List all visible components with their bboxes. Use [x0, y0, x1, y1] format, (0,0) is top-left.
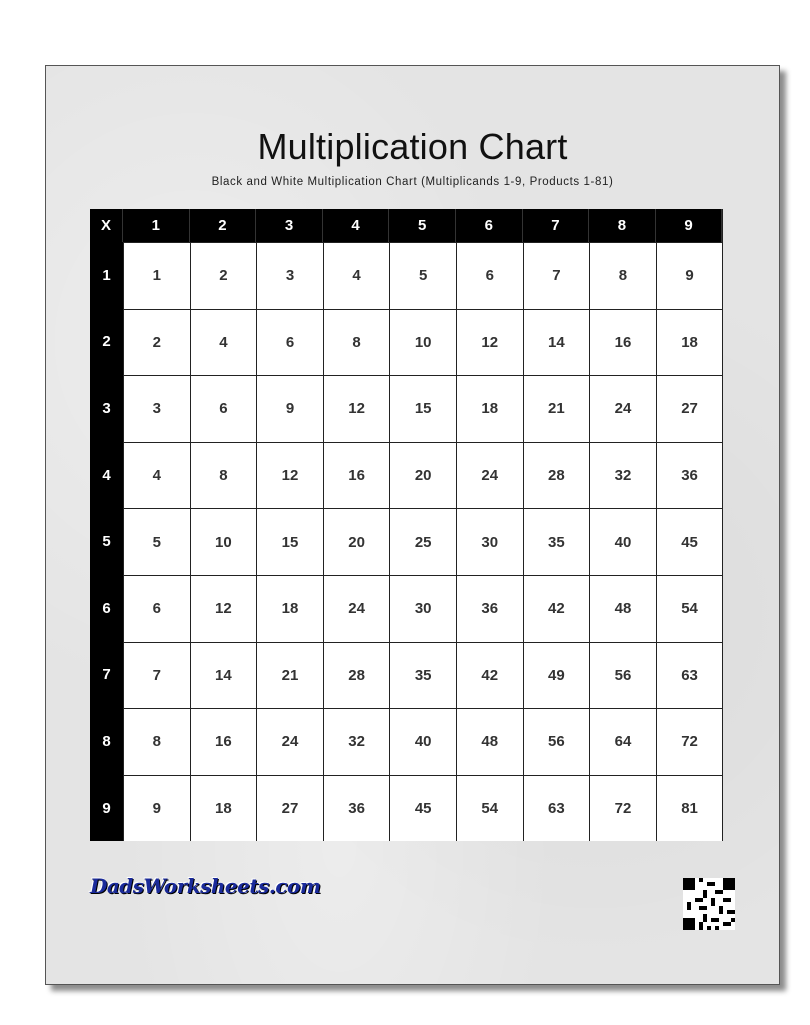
- product-cell: 24: [323, 575, 390, 642]
- product-cell: 2: [190, 242, 257, 309]
- product-cell: 56: [523, 708, 590, 775]
- product-cell: 36: [323, 775, 390, 842]
- product-cell: 25: [389, 508, 456, 575]
- product-cell: 21: [523, 375, 590, 442]
- row-header: 1: [90, 242, 123, 309]
- product-cell: 9: [656, 242, 723, 309]
- page-title: Multiplication Chart: [257, 126, 568, 167]
- product-cell: 2: [123, 309, 190, 376]
- product-cell: 27: [656, 375, 723, 442]
- product-cell: 30: [456, 508, 523, 575]
- row-header: 8: [90, 708, 123, 775]
- column-header: 5: [389, 209, 456, 242]
- column-header: 9: [656, 209, 723, 242]
- corner-header: X: [90, 209, 123, 242]
- product-cell: 9: [256, 375, 323, 442]
- product-cell: 49: [523, 642, 590, 709]
- product-cell: 18: [256, 575, 323, 642]
- product-cell: 81: [656, 775, 723, 842]
- product-cell: 42: [456, 642, 523, 709]
- product-cell: 20: [389, 442, 456, 509]
- column-header: 1: [123, 209, 190, 242]
- product-cell: 5: [389, 242, 456, 309]
- row-header: 9: [90, 775, 123, 842]
- product-cell: 8: [323, 309, 390, 376]
- product-cell: 9: [123, 775, 190, 842]
- product-cell: 3: [123, 375, 190, 442]
- product-cell: 18: [656, 309, 723, 376]
- product-cell: 12: [323, 375, 390, 442]
- product-cell: 24: [456, 442, 523, 509]
- qr-code-icon: [683, 878, 735, 930]
- product-cell: 42: [523, 575, 590, 642]
- product-cell: 3: [256, 242, 323, 309]
- product-cell: 8: [123, 708, 190, 775]
- row-header: 2: [90, 309, 123, 376]
- product-cell: 16: [323, 442, 390, 509]
- product-cell: 6: [123, 575, 190, 642]
- product-cell: 32: [323, 708, 390, 775]
- product-cell: 48: [589, 575, 656, 642]
- multiplication-table: [90, 209, 723, 841]
- product-cell: 21: [256, 642, 323, 709]
- worksheet-page: [45, 65, 780, 985]
- product-cell: 8: [190, 442, 257, 509]
- row-header: 7: [90, 642, 123, 709]
- product-cell: 72: [656, 708, 723, 775]
- product-cell: 6: [456, 242, 523, 309]
- product-cell: 63: [523, 775, 590, 842]
- product-cell: 35: [389, 642, 456, 709]
- column-header: 7: [523, 209, 590, 242]
- product-cell: 64: [589, 708, 656, 775]
- column-header: 4: [323, 209, 390, 242]
- product-cell: 36: [656, 442, 723, 509]
- column-header: 8: [589, 209, 656, 242]
- product-cell: 15: [389, 375, 456, 442]
- product-cell: 18: [456, 375, 523, 442]
- product-cell: 72: [589, 775, 656, 842]
- page-subtitle: Black and White Multiplication Chart (Multiplicands 1-9, Products 1-81): [211, 176, 614, 188]
- product-cell: 4: [190, 309, 257, 376]
- product-cell: 30: [389, 575, 456, 642]
- product-cell: 16: [589, 309, 656, 376]
- product-cell: 10: [389, 309, 456, 376]
- product-cell: 14: [190, 642, 257, 709]
- row-header: 6: [90, 575, 123, 642]
- product-cell: 24: [589, 375, 656, 442]
- row-header: 4: [90, 442, 123, 509]
- column-header: 3: [256, 209, 323, 242]
- column-header: 6: [456, 209, 523, 242]
- product-cell: 12: [190, 575, 257, 642]
- product-cell: 20: [323, 508, 390, 575]
- product-cell: 14: [523, 309, 590, 376]
- product-cell: 5: [123, 508, 190, 575]
- row-header: 3: [90, 375, 123, 442]
- product-cell: 7: [523, 242, 590, 309]
- product-cell: 6: [190, 375, 257, 442]
- product-cell: 63: [656, 642, 723, 709]
- product-cell: 40: [389, 708, 456, 775]
- product-cell: 28: [523, 442, 590, 509]
- product-cell: 12: [256, 442, 323, 509]
- product-cell: 54: [656, 575, 723, 642]
- product-cell: 1: [123, 242, 190, 309]
- product-cell: 32: [589, 442, 656, 509]
- product-cell: 54: [456, 775, 523, 842]
- product-cell: 28: [323, 642, 390, 709]
- product-cell: 48: [456, 708, 523, 775]
- product-cell: 36: [456, 575, 523, 642]
- product-cell: 40: [589, 508, 656, 575]
- column-header: 2: [190, 209, 257, 242]
- product-cell: 4: [123, 442, 190, 509]
- product-cell: 18: [190, 775, 257, 842]
- product-cell: 35: [523, 508, 590, 575]
- product-cell: 7: [123, 642, 190, 709]
- product-cell: 45: [656, 508, 723, 575]
- product-cell: 45: [389, 775, 456, 842]
- product-cell: 27: [256, 775, 323, 842]
- product-cell: 8: [589, 242, 656, 309]
- product-cell: 24: [256, 708, 323, 775]
- row-header: 5: [90, 508, 123, 575]
- product-cell: 12: [456, 309, 523, 376]
- site-logo: DadsWorksheets.com: [90, 874, 321, 898]
- product-cell: 4: [323, 242, 390, 309]
- product-cell: 10: [190, 508, 257, 575]
- product-cell: 56: [589, 642, 656, 709]
- product-cell: 15: [256, 508, 323, 575]
- product-cell: 16: [190, 708, 257, 775]
- product-cell: 6: [256, 309, 323, 376]
